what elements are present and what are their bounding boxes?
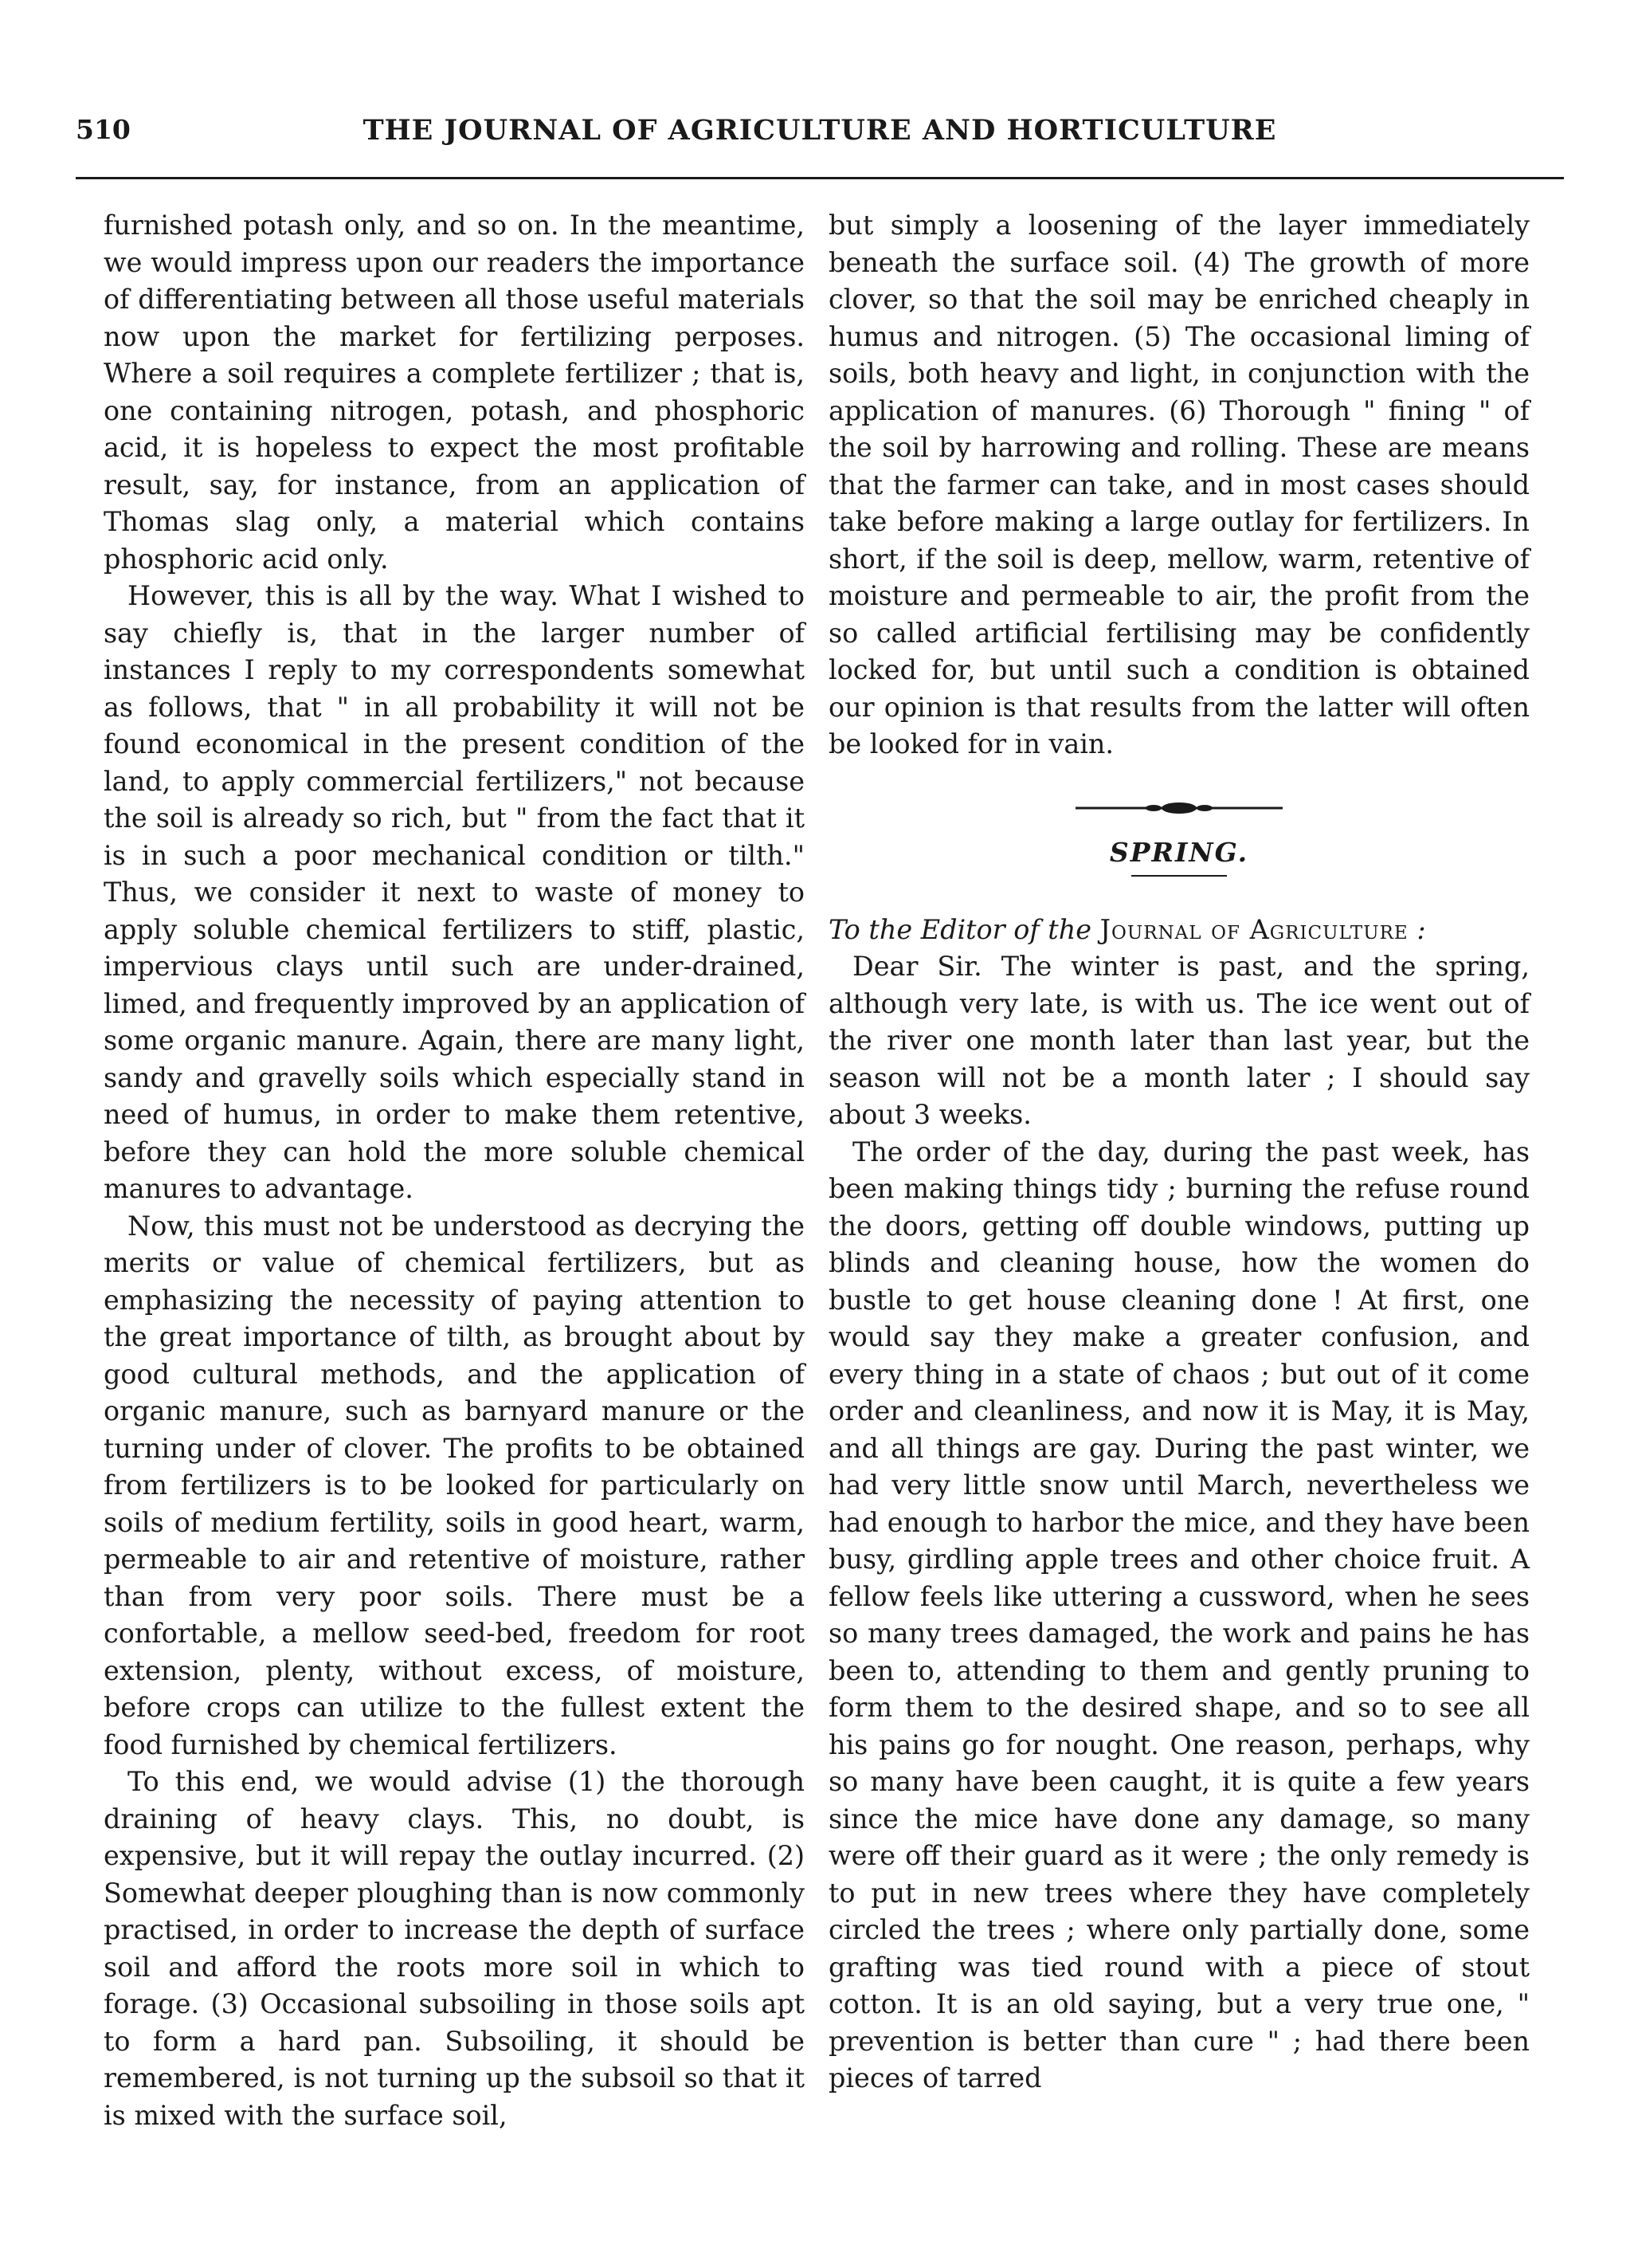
section-title-rule xyxy=(1131,875,1227,877)
right-column xyxy=(829,207,1530,2097)
header-rule xyxy=(76,177,1564,179)
running-head xyxy=(76,114,1564,162)
salutation-suffix: : xyxy=(1408,913,1426,945)
paragraph: Now, this must not be understood as decrying the merits or value of chemical fertilizers, but as emphasizing the necessity of paying attention to the great importance of tilth, as brought about by good cultural methods, and the application of organic manure, such as barnyard manure or the turning under of clover. The profits to be obtained from fertilizers is to be looked for particularly on soils of medium fertility, soils in good heart, warm, permeable to air and retentive of moisture, rather than from very poor soils. There must be a confortable, a mellow seed-bed, freedom for root extension, plenty, without excess, of moisture, before crops can utilize to the fullest extent the food furnished by chemical fertilizers. xyxy=(104,1210,805,1760)
page-number: 510 xyxy=(76,114,131,145)
salutation-prefix: To the Editor of the xyxy=(829,913,1091,945)
section-divider-ornament xyxy=(829,792,1530,824)
paragraph: The order of the day, during the past week, has been making things tidy ; burning the refuse round the doors, getting off double windows, putting up blinds and cleaning house, how the women do bustle to get house cleaning done ! At first, one would say they make a greater confusion, and every thing in a state of chaos ; but out of it come order and cleanliness, and now it is May, it is May, and all things are gay. During the past winter, we had very little snow until March, nevertheless we had enough to harbor the mice, and they have been busy, girdling apple trees and other choice fruit. A fellow feels like uttering a cussword, when he sees so many trees damaged, the work and pains he has been to, attending to them and gently pruning to form them to the desired shape, and so to see all his pains go for nought. One reason, perhaps, why so many have been caught, it is quite a few years since the mice have done any damage, so many were off their guard as it were ; the only remedy is to put in new trees where they have completely circled the trees ; where only partially done, some grafting was tied round with a piece of stout cotton. It is an old saying, but a very true one, " prevention is better than cure " ; had there been pieces of tarred xyxy=(829,1136,1530,2093)
paragraph: Dear Sir. The winter is past, and the spring, although very late, is with us. The ice went out of the river one month later than last year, but the season will not be a month later ; I should say about 3 weeks. xyxy=(829,951,1530,1130)
salutation-journal-name: Journal of Agriculture xyxy=(1099,913,1409,945)
paragraph: However, this is all by the way. What I wished to say chiefly is, that in the larger number of instances I reply to my correspondents somewhat as follows, that " in all probability it will not be found economical in the present condition of the land, to apply commercial fertilizers," not because the soil is already so rich, but " from the fact that it is in such a poor mechanical condition or tilth." Thus, we consider it next to waste of money to apply soluble chemical fertilizers to stiff, plastic, impervious clays until such are under-drained, limed, and frequently improved by an application of some organic manure. Again, there are many light, sandy and gravelly soils which especially stand in need of humus, in order to make them retentive, before they can hold the more soluble chemical manures to advantage. xyxy=(104,580,805,1204)
paragraph: but simply a loosening of the layer immediately beneath the surface soil. (4) The growth of more clover, so that the soil may be enriched cheaply in humus and nitrogen. (5) The occasional liming of soils, both heavy and light, in conjunction with the application of manures. (6) Thorough " fining " of the soil by harrowing and rolling. These are means that the farmer can take, and in most cases should take before making a large outlay for fertilizers. In short, if the soil is deep, mellow, warm, retentive of moisture and permeable to air, the profit from the so called artificial fertilising may be confidently locked for, but until such a condition is obtained our opinion is that results from the latter will often be looked for in vain. xyxy=(829,210,1530,759)
paragraph: To this end, we would advise (1) the thorough draining of heavy clays. This, no doubt, is expensive, but it will repay the outlay incurred. (2) Somewhat deeper ploughing than is now commonly practised, in order to increase the depth of surface soil and afford the roots more soil in which to forage. (3) Occasional subsoiling in those soils apt to form a hard pan. Subsoiling, it should be remembered, is not turning up the subsoil so that it is mixed with the surface soil, xyxy=(104,1766,805,2131)
section-title: SPRING. xyxy=(1109,836,1249,868)
left-column xyxy=(104,207,805,2134)
journal-title: THE JOURNAL OF AGRICULTURE AND HORTICULTURE xyxy=(362,114,1277,147)
letter-salutation xyxy=(829,912,1530,949)
paragraph: furnished potash only, and so on. In the meantime, we would impress upon our readers the importance of differentiating between all those useful materials now upon the market for fertilizing perposes. Where a soil requires a complete fertilizer ; that is, one containing nitrogen, potash, and phosphoric acid, it is hopeless to expect the most profitable result, say, for instance, from an application of Thomas slag only, a material which contains phosphoric acid only. xyxy=(104,210,805,575)
